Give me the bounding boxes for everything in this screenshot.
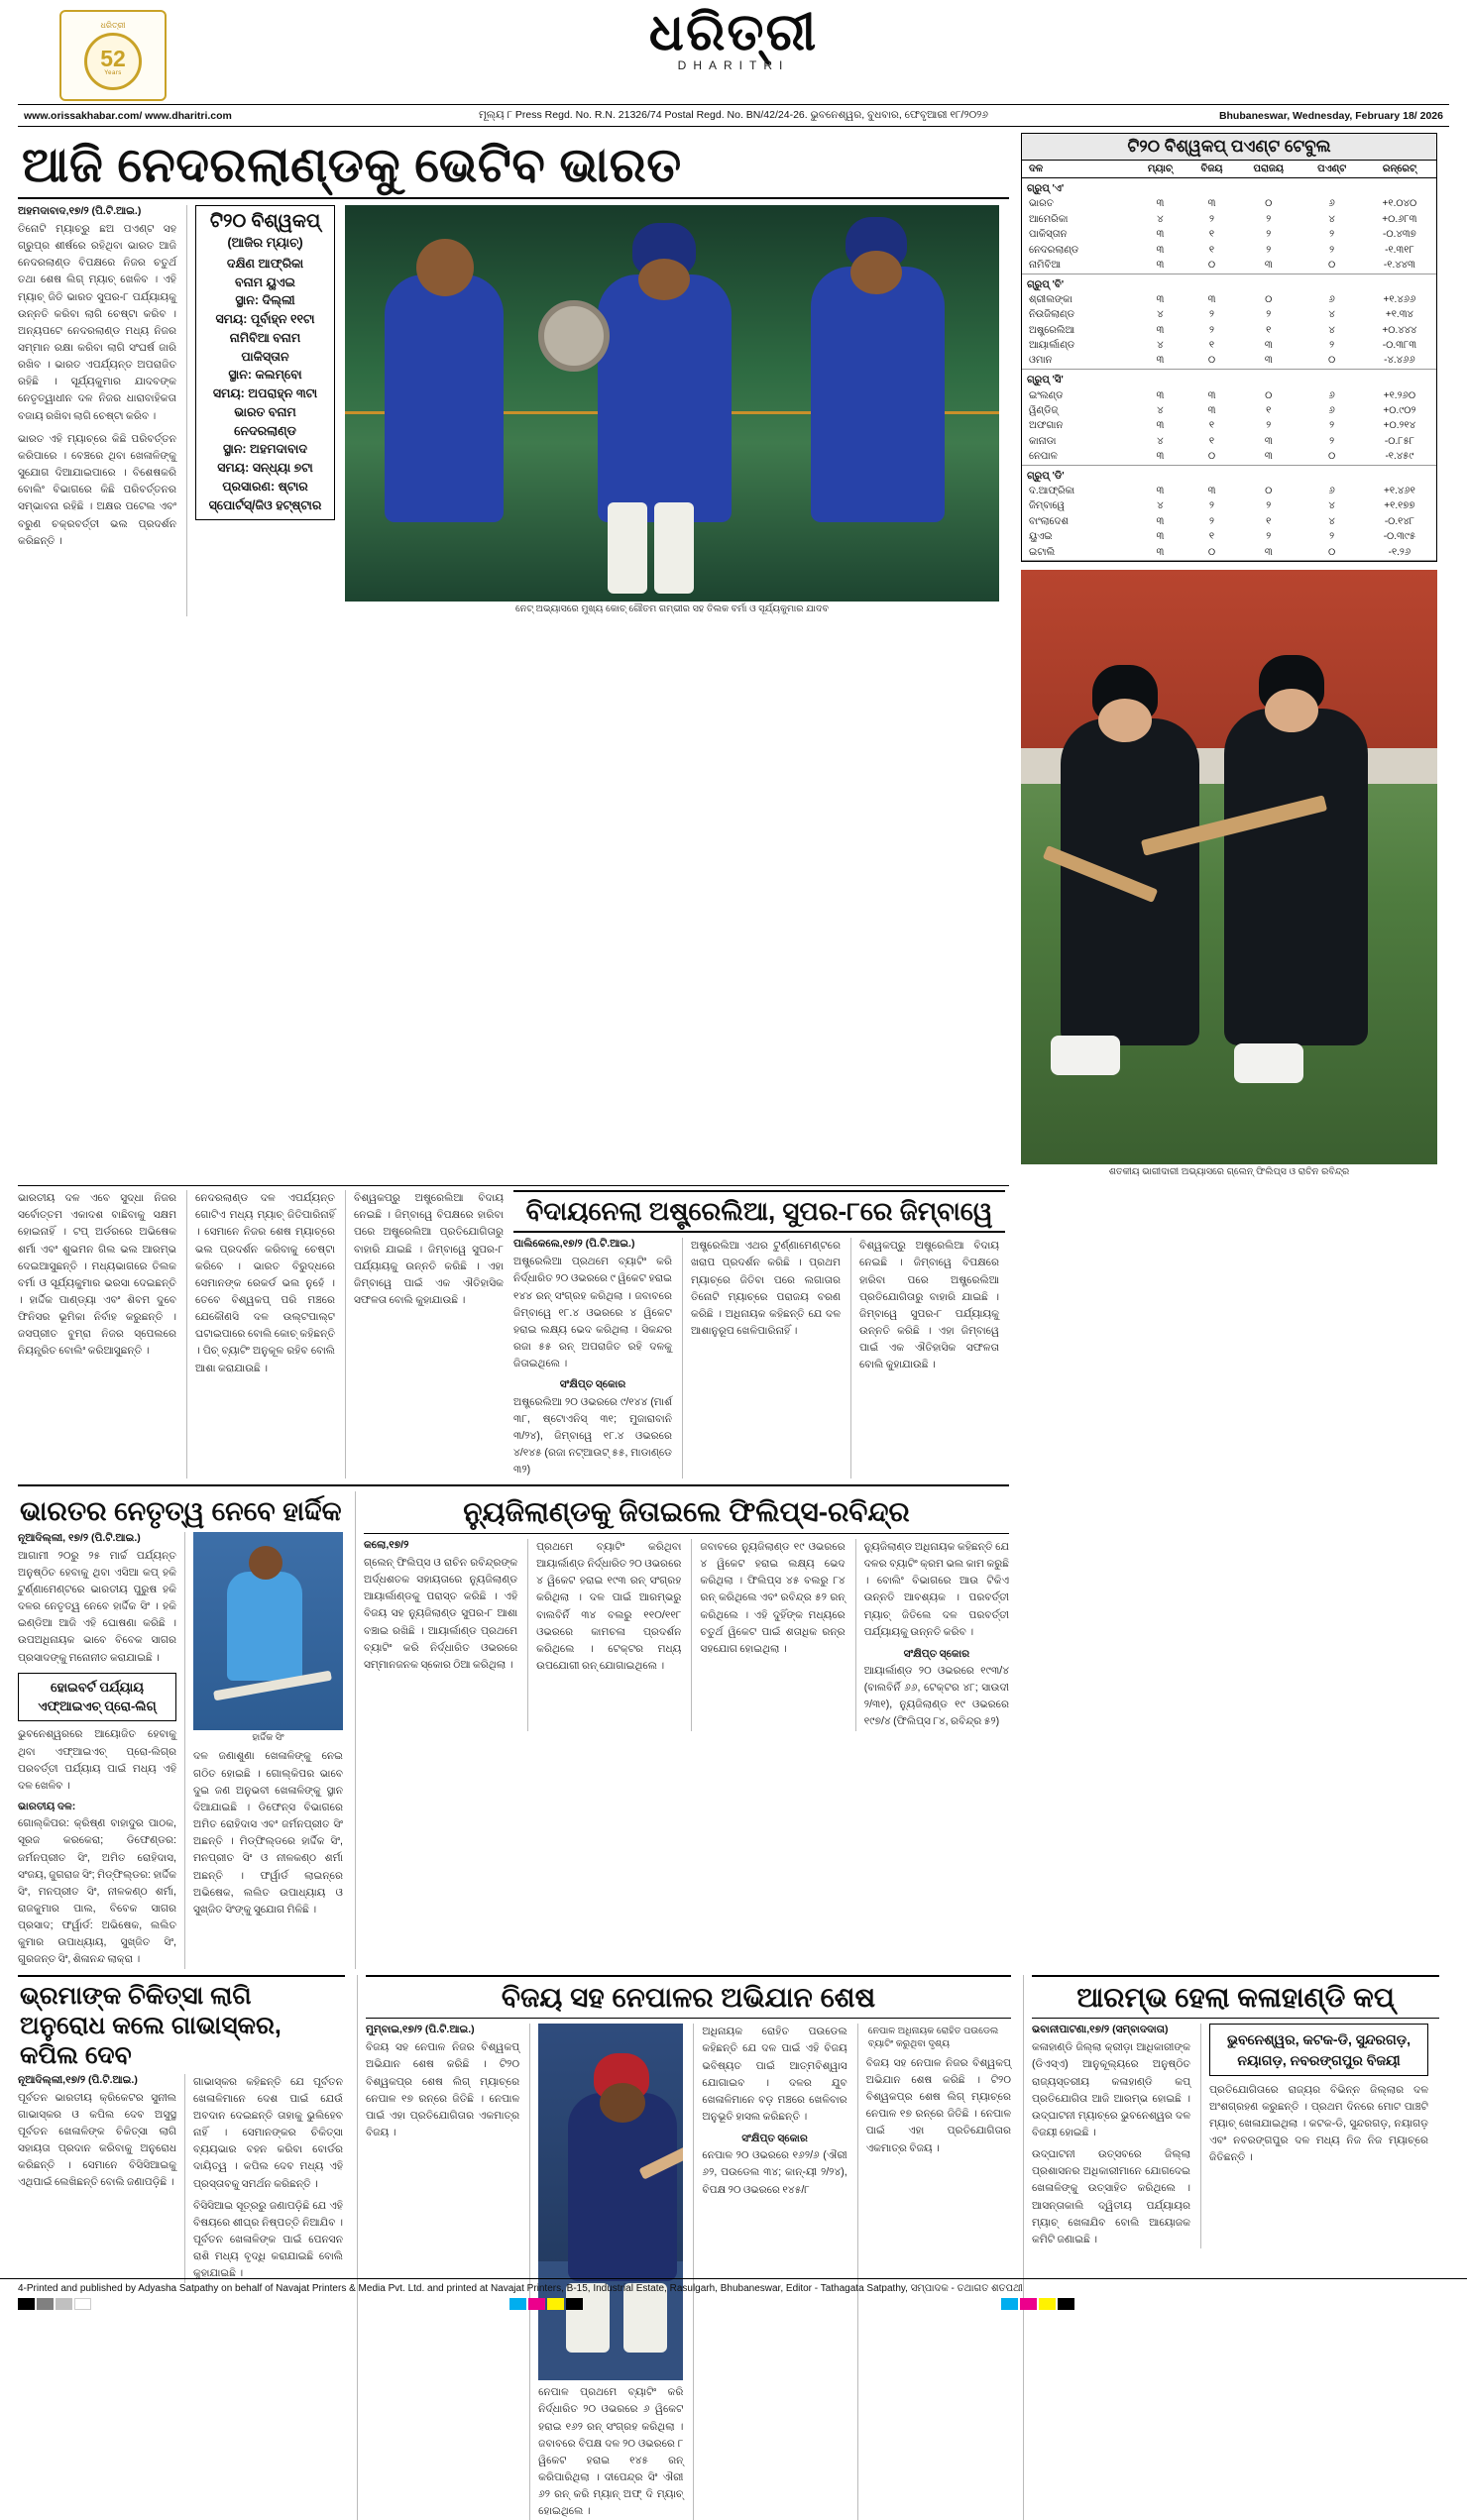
team-stat: ୧ [1266,324,1272,336]
team-stat: ୪ [1328,500,1335,512]
lead-photo [345,205,999,602]
match-line-9: ନେଦରଲାଣ୍ଡ [234,423,296,438]
points-table-row [1022,242,1436,257]
team-stat: ୪ [1157,500,1164,512]
points-table-row [1022,433,1436,448]
team-stat: -୧.୩୧୮ [1385,244,1414,256]
points-table-header-row [1022,161,1436,178]
team-stat: ୨ [1209,213,1215,225]
team-stat: ୩ [1156,451,1165,462]
team-stat: ୪ [1157,435,1164,447]
points-table-row [1022,529,1436,544]
match-box-subtitle: (ଆଜିର ମ୍ୟାଚ୍‌) [227,234,303,250]
team-stat: ୨ [1266,531,1272,543]
aus-score-label: ସଂକ୍ଷିପ୍ତ ସ୍କୋର [559,1378,626,1391]
team-stat: ୨ [1209,309,1215,321]
points-table-row [1022,227,1436,242]
nz-col2: ପ୍ରଥମେ ବ୍ୟାଟିଂ କରିଥିବା ଆୟାର୍ଲାଣ୍ଡ ନିର୍ଦ୍ଧାରିତ ୨୦ ଓଭରରେ ୪ ୱିକେଟ ହରାଇ ୧୯୩ ରନ୍‌ ସଂଗ୍ରହ କରିଥିଲା । ଦଳ ପାଇଁ ଆରମ୍ଭରୁ ବାଲବିର୍ନି ୩୪ ବଲରୁ ୧୧୦/୧୧୮ ଓଭରରେ କାମଚଳା ପ୍ରଦର୍ଶନ କରିଥିଲେ । ଟେକ୍ଟର ମଧ୍ୟ ଉପଯୋଗୀ ରନ୍‌ ଯୋଗାଇଥିଲେ । [536,1540,682,1672]
points-table-row [1022,196,1436,211]
match-line-7: ସମୟ: ଅପରାହ୍ନ ୩ଟା [212,386,318,401]
team-stat: -୧.୨୬ [1388,546,1411,558]
badge-number: 52 [100,45,126,71]
team-name: ଆମେରିକା [1029,213,1069,225]
team-stat: ୩ [1207,198,1216,210]
team-stat: ୩ [1156,324,1165,336]
gavaskar-headline: ଭ୍ରମାଙ୍କ ଚିକିତ୍ସା ଲାଗି ଅନୁରୋଧ କଲେ ଗାଭାସ୍କର, କପିଲ ଦେବ [20,1981,282,2069]
match-line-11: ସମୟ: ସନ୍ଧ୍ୟା ୭ଟା [217,461,313,476]
team-stat: ୨ [1266,229,1272,241]
page-content [18,133,1449,2520]
nepal-photo-caption: ନେପାଳ ଅଧିନାୟକ ରୋହିତ ପଉଡେଲ ବ୍ୟାଟିଂ କରୁଥିବା ଦୃଶ୍ୟ [867,2026,999,2050]
team-stat: -୦.୪୩୭ [1383,229,1416,241]
lead-col3: ନେଦରଲାଣ୍ଡ ଦଳ ଏପର୍ଯ୍ୟନ୍ତ ଗୋଟିଏ ମଧ୍ୟ ମ୍ୟାଚ୍‌ ଜିତିପାରିନାହିଁ । ସେମାନେ ନିଜର ଶେଷ ମ୍ୟାଚ୍‌ରେ ଭଲ ପ୍ରଦର୍ଶନ କରିବାକୁ ଚେଷ୍ଟା କରିବେ । ଭାରତ ବିରୁଦ୍ଧରେ ସେମାନଙ୍କ ରେକର୍ଡ ଭଲ ନୁହେଁ । ତେବେ ବିଶ୍ୱକପ୍‌ ପରି ମଞ୍ଚରେ ଯେକୌଣସି ଦଳ ଉଲ୍‌ଟପାଲ୍‌ଟ ଘଟାଇପାରେ ବୋଲି କୋଚ୍‌ କହିଛନ୍ତି । ପିଚ୍‌ ବ୍ୟାଟିଂ ଅନୁକୂଳ ରହିବ ବୋଲି ଆଶା କରାଯାଉଛି । [195,1192,335,1374]
nepal-col4: ବିଜୟ ସହ ନେପାଳ ନିଜର ବିଶ୍ୱକପ୍‌ ଅଭିଯାନ ଶେଷ କରିଛି । ଟି୨୦ ବିଶ୍ୱକପ୍‌ର ଶେଷ ଲିଗ୍‌ ମ୍ୟାଚ୍‌ରେ ନେପାଳ ୧୭ ରନ୍‌ରେ ଜିତିଛି । ନେପାଳ ପାଇଁ ଏହା ପ୍ରତିଯୋଗିତାର ଏକମାତ୍ର ବିଜୟ । [865,2056,1012,2154]
points-table [1021,133,1437,562]
team-name: କାନାଡା [1029,435,1057,447]
hockey-team-label: ଭାରତୀୟ ଦଳ: [18,1801,76,1813]
team-stat: ୨ [1329,229,1335,241]
nepal-score: ନେପାଳ ୨୦ ଓଭରରେ ୧୬୨/୬ (ଐରୀ ୬୨, ପଉଡେଲ ୩୪; କାନ୍‌-ୟୀ ୨/୨୪), ବିପକ୍ଷ ୨୦ ଓଭରରେ ୧୪୫/୮ [702,2149,847,2196]
nz-dateline: କଲୋ,୧୭/୨ [364,1538,409,1551]
points-table-row [1022,387,1436,402]
badge-years-label: Years [104,70,122,77]
aus-col2: ଅଷ୍ଟ୍ରେଲିଆ ପ୍ରଥମେ ବ୍ୟାଟିଂ କରି ନିର୍ଦ୍ଧାରିତ ୨୦ ଓଭରରେ ୯ ୱିକେଟ ହରାଇ ୧୪୪ ରନ୍‌ ସଂଗ୍ରହ କରିଥିଲା । ଜବାବରେ ଜିମ୍ବାୱେ ୧୮.୪ ଓଭରରେ ୪ ୱିକେଟ ହରାଇ ଲକ୍ଷ୍ୟ ଭେଦ କରିଥିଲା । ସିକନ୍ଦର ରଜା ୫୫ ରନ୍‌ ଅପରାଜିତ ରହି ଦଳକୁ ଜିତାଇଥିଲେ । [513,1256,672,1370]
points-table-row [1022,338,1436,353]
nz-col3: ଜବାବରେ ନ୍ୟୁଜିଲାଣ୍ଡ ୧୯ ଓଭରରେ ୪ ୱିକେଟ ହରାଇ ଲକ୍ଷ୍ୟ ଭେଦ କରିଥିଲା । ଫିଲିପ୍ସ ୪୫ ବଲରୁ ୮୪ ରନ୍‌ କରିଥିଲେ ଏବଂ ରବିନ୍ଦ୍ର ୫୨ ରନ୍‌ କରିଥିଲେ । ଏହି ଦୁହିଁଙ୍କ ମଧ୍ୟରେ ଚତୁର୍ଥ ୱିକେଟ ପାଇଁ ଶତାଧିକ ରନ୍‌ର ସହଯୋଗ ହୋଇଥିଲା । [700,1540,846,1655]
team-stat: ୨ [1329,244,1335,256]
team-stat: ୦ [1265,293,1273,305]
team-stat: ୩ [1264,340,1273,352]
team-name: ଅଫଗାନ [1029,420,1064,432]
team-stat: -୦.୮୫୮ [1384,435,1414,447]
team-stat: ୦ [1328,546,1336,558]
team-stat: ୩ [1264,435,1273,447]
team-name: ଦ.ଆଫ୍ରିକା [1029,486,1075,497]
team-stat: ୪ [1157,213,1164,225]
team-stat: ୪ [1328,213,1335,225]
team-stat: ୩ [1156,293,1165,305]
nz-score-label: ସଂକ୍ଷିପ୍ତ ସ୍କୋର [903,1647,970,1660]
points-table-row [1022,449,1436,464]
print-color-bars [18,2298,1449,2310]
nepal-score-label: ସଂକ୍ଷିପ୍ତ ସ୍କୋର [741,2133,808,2145]
team-stat: ୪ [1328,324,1335,336]
team-stat: ୦ [1265,198,1273,210]
team-name: ଇଂଲଣ୍ଡ [1029,389,1064,401]
team-stat: +୦.୯୦୨ [1383,404,1416,416]
match-line-8: ଭାରତ ବନାମ [234,404,296,419]
nz-score: ଆୟାର୍ଲାଣ୍ଡ ୨୦ ଓଭରରେ ୧୯୩/୪ (ବାଲବିର୍ନି ୬୬, ଟେକ୍ଟର ୪୮; ସାଉଦୀ ୨/୩୧), ନ୍ୟୁଜିଲାଣ୍ଡ ୧୯ ଓଭରରେ ୧୯୭/୪ (ଫିଲିପ୍ସ ୮୪, ରବିନ୍ଦ୍ର ୫୨) [863,1664,1010,1728]
hockey-sidebox-title: ହୋଇବର୍ଟ ପର୍ଯ୍ୟାୟ ଏଫ୍‌ଆଇଏଚ୍‌ ପ୍ରୋ-ଲିଗ୍‌ [18,1673,176,1722]
team-name: ଇଟାଲି [1029,546,1056,558]
team-name: ୱିଣ୍ଡିଜ୍‌ [1029,404,1059,416]
lead-col1b: ଭାରତ ଏହି ମ୍ୟାଚ୍‌ରେ କିଛି ପରିବର୍ତ୍ତନ କରିପାରେ । ବେଞ୍ଚରେ ଥିବା ଖେଳାଳିଙ୍କୁ ସୁଯୋଗ ଦିଆଯାଇପାରେ । ବିଶେଷକରି ବୋଲିଂ ବିଭାଗରେ କିଛି ପରିବର୍ତ୍ତନର ସମ୍ଭାବନା ରହିଛି । ଅକ୍ଷର ପଟେଲ ଏବଂ ବରୁଣ ଚକ୍ରବର୍ତ୍ତୀ ଭଲ ପ୍ରଦର୍ଶନ କରିଛନ୍ତି । [18,432,176,547]
lead-dateline: ଅହମଦାବାଦ,୧୭/୨ (ପି.ଟି.ଆଇ.) [18,204,142,217]
team-stat: -୦.୩୯୫ [1383,531,1416,543]
team-name: ନାମିବିଆ [1029,259,1062,271]
team-stat: +୧.୦୪୦ [1382,198,1417,210]
points-table-row [1022,353,1436,368]
team-stat: ୩ [1156,355,1165,367]
aus-col1: ବିଶ୍ୱକପ୍‌ରୁ ଅଷ୍ଟ୍ରେଲିଆ ବିଦାୟ ନେଇଛି । ଜିମ୍ବାୱେ ବିପକ୍ଷରେ ହାରିବା ପରେ ଅଷ୍ଟ୍ରେଲିଆ ପ୍ରତିଯୋଗିତାରୁ ବାହାରି ଯାଇଛି । ଜିମ୍ବାୱେ ସୁପର-୮ ପର୍ଯ୍ୟାୟକୁ ଉନ୍ନତି କରିଛି । ଏହା ଜିମ୍ବାୱେ ପାଇଁ ଏକ ଐତିହାସିକ ସଫଳତା ବୋଲି କୁହାଯାଉଛି । [354,1192,504,1306]
hockey-sidebox-text: ଭୁବନେଶ୍ୱରରେ ଆୟୋଜିତ ହେବାକୁ ଥିବା ଏଫ୍‌ଆଇଏଚ୍‌ ପ୍ରୋ-ଲିଗ୍‌ର ପରବର୍ତ୍ତୀ ପର୍ଯ୍ୟାୟ ପାଇଁ ମଧ୍ୟ ଏହି ଦଳ ଖେଳିବ । [18,1728,176,1792]
points-group-name: ଗ୍ରୁପ୍‌ 'ବି' [1027,278,1065,290]
team-name: ନେଦରଲାଣ୍ଡ [1029,244,1079,256]
team-stat: ୩ [1156,198,1165,210]
team-stat: ୬ [1328,486,1335,497]
team-stat: ୩ [1156,546,1165,558]
points-table-row [1022,403,1436,418]
badge-odia-label: ଧରିତ୍ରୀ [100,21,126,30]
team-stat: ୩ [1264,355,1273,367]
team-stat: ୪ [1157,404,1164,416]
team-stat: ୩ [1156,229,1165,241]
points-group-header [1022,465,1436,484]
masthead-logo [18,6,1449,72]
nepal-col3: ଅଧିନାୟକ ରୋହିତ ପଉଡେଲ କହିଛନ୍ତି ଯେ ଦଳ ପାଇଁ ଏହି ବିଜୟ ଭବିଷ୍ୟତ ପାଇଁ ଆତ୍ମବିଶ୍ୱାସ ଯୋଗାଇବ । ଦଳର ଯୁବ ଖେଳାଳିମାନେ ବଡ଼ ମଞ୍ଚରେ ଖେଳିବାର ଅନୁଭୂତି ହାସଲ କରିଛନ୍ତି । [702,2026,847,2124]
points-group-name: ଗ୍ରୁପ୍‌ 'ଏ' [1027,183,1065,194]
col-runrate: ରନ୍‌ରେଟ୍‌ [1363,161,1436,178]
team-stat: ୨ [1209,324,1215,336]
team-stat: ୩ [1207,486,1216,497]
col-team: ଦଳ [1022,161,1133,178]
hockey-photo-caption: ହାର୍ଦ୍ଦିକ ସିଂ [252,1731,284,1743]
points-table-grid [1022,161,1436,561]
team-stat: ୪ [1328,309,1335,321]
gavaskar-col3: ବିସିସିଆଇ ସୂତ୍ରରୁ ଜଣାପଡ଼ିଛି ଯେ ଏହି ବିଷୟରେ ଶୀଘ୍ର ନିଷ୍ପତ୍ତି ନିଆଯିବ । ପୂର୍ବତନ ଖେଳାଳିଙ୍କ ପାଇଁ ପେନସନ ରାଶି ମଧ୍ୟ ବୃଦ୍ଧି କରାଯାଇଛି ବୋଲି କୁହାଯାଇଛି । [193,2199,343,2280]
team-stat: +୧.୪୬୬ [1383,293,1416,305]
team-stat: ୩ [1156,531,1165,543]
team-name: ୟୁଏଇ [1029,531,1053,543]
team-stat: ୧ [1208,229,1215,241]
points-table-row [1022,418,1436,433]
kalahandi-sidebox: ଭୁବନେଶ୍ୱର, କଟକ-ଡି, ସୁନ୍ଦରଗଡ଼, ନୟାଗଡ଼, ନବରଙ୍ଗପୁର ବିଜୟୀ [1209,2024,1428,2076]
points-group-header [1022,178,1436,197]
team-name: ଆୟାର୍ଲାଣ୍ଡ [1029,340,1075,352]
points-group-name: ଗ୍ରୁପ୍‌ 'ଡି' [1027,470,1065,482]
gavaskar-dateline: ନୂଆଦିଲ୍ଲୀ,୧୭/୨ (ପି.ଟି.ଆଇ.) [18,2073,138,2086]
team-stat: ୨ [1329,340,1335,352]
team-name: ଭାରତ [1029,198,1054,210]
gavaskar-col2: ଗାଭାସ୍କର କହିଛନ୍ତି ଯେ ପୂର୍ବତନ ଖେଳାଳିମାନେ ଦେଶ ପାଇଁ ଯେଉଁ ଅବଦାନ ଦେଇଛନ୍ତି ତାହାକୁ ଭୁଲିହେବ ନାହିଁ । ସେମାନଙ୍କର ଚିକିତ୍ସା ବ୍ୟୟଭାର ବହନ କରିବା ବୋର୍ଡର ଦାୟିତ୍ୱ । କପିଲ ଦେବ ମଧ୍ୟ ଏହି ପ୍ରସ୍ତାବକୁ ସମର୍ଥନ କରିଛନ୍ତି । [193,2075,343,2190]
team-stat: +୦.୬୮୩ [1382,213,1417,225]
nz-headline: ନ୍ୟୁଜିଲାଣ୍ଡକୁ ଜିତାଇଲେ ଫିଲିପ୍ସ-ରବିନ୍ଦ୍ର [463,1496,910,1528]
lead-photo-caption: ନେଟ୍‌ ଅଭ୍ୟାସରେ ମୁଖ୍ୟ କୋଚ୍‌ ଗୌତମ ଗମ୍ଭୀର ସହ ତିଲକ ବର୍ମା ଓ ସୂର୍ଯ୍ୟକୁମାର ଯାଦବ [515,603,829,614]
team-stat: ୧ [1208,531,1215,543]
team-stat: ୨ [1266,244,1272,256]
aus-headline: ବିଦାୟନେଲା ଅଷ୍ଟ୍ରେଲିଆ, ସୁପର-୮ରେ ଜିମ୍ବାୱେ [513,1190,1005,1233]
nepal-col1: ବିଜୟ ସହ ନେପାଳ ନିଜର ବିଶ୍ୱକପ୍‌ ଅଭିଯାନ ଶେଷ କରିଛି । ଟି୨୦ ବିଶ୍ୱକପ୍‌ର ଶେଷ ଲିଗ୍‌ ମ୍ୟାଚ୍‌ରେ ନେପାଳ ୧୭ ରନ୍‌ରେ ଜିତିଛି । ନେପାଳ ପାଇଁ ଏହା ପ୍ରତିଯୋଗିତାର ଏକମାତ୍ର ବିଜୟ । [366,2041,520,2139]
team-stat: ୩ [1156,486,1165,497]
team-name: ନିଉଜିଲାଣ୍ଡ [1029,309,1074,321]
team-stat: -୦.୧୪୮ [1384,515,1415,527]
kalahandi-headline: ଆରମ୍ଭ ହେଲା କଳାହାଣ୍ଡି କପ୍‌ [1076,1981,1395,2013]
hockey-dateline: ନୂଆଦିଲ୍ଲୀ, ୧୭/୨ (ପି.ଟି.ଆଇ.) [18,1531,141,1544]
team-stat: +୧.୧୭୭ [1384,500,1415,512]
team-stat: ୩ [1264,546,1273,558]
team-stat: ୬ [1328,198,1335,210]
team-stat: ୦ [1207,259,1216,271]
website-url[interactable]: www.orissakhabar.com/ www.dharitri.com [24,109,232,122]
footer-imprint: 4-Printed and published by Adyasha Satpathy on behalf of Navajat Printers & Media Pvt. Ltd. and printed at Navajat Printers, B-15, Industrial Estate, Rasulgarh, Bhubaneswar, Editor - Tathagata Satpathy, ସମ୍ପାଦକ - ତଥାଗତ ଶତପଥୀ [18,2283,1023,2294]
team-stat: ୨ [1266,309,1272,321]
team-name: ବାଂଲାଦେଶ [1029,515,1069,527]
match-line-2: ସ୍ଥାନ: ଦିଲ୍ଲୀ [235,293,295,308]
edition-date: Bhubaneswar, Wednesday, February 18/ 2026 [1218,109,1443,122]
masthead-title-latin: DHARITRI [677,57,790,72]
team-stat: ୧ [1208,420,1215,432]
match-box-title: ଟି୨୦ ବିଶ୍ୱକପ୍‌ [209,210,321,232]
team-stat: -୦.୩୮୩ [1382,340,1417,352]
nepal-dateline: ମୁମ୍ବାଇ,୧୭/୨ (ପି.ଟି.ଆଇ.) [366,2024,475,2036]
team-name: ଶ୍ରୀଲଙ୍କା [1029,293,1072,305]
todays-match-box [195,205,335,521]
team-stat: ୦ [1207,451,1216,462]
lead-col2: ଭାରତୀୟ ଦଳ ଏବେ ସୁଦ୍ଧା ନିଜର ସର୍ବୋତ୍ତମ ଏକାଦଶ ବାଛିବାକୁ ସକ୍ଷମ ହୋଇନାହିଁ । ଟପ୍‌ ଅର୍ଡରରେ ଅଭିଷେକ ଶର୍ମା ଏବଂ ଶୁଭମନ ଗିଲ ଭଲ ଆରମ୍ଭ ଦେଇଆସୁଛନ୍ତି । ମଧ୍ୟଭାଗରେ ତିଲକ ବର୍ମା ଓ ସୂର୍ଯ୍ୟକୁମାର ଭରସା ଦେଇଛନ୍ତି । ହାର୍ଦ୍ଦିକ ପାଣ୍ଡ୍ୟା ଏବଂ ଶିବମ ଦୁବେ ଫିନିସର ଭୂମିକା ନିର୍ବାହ କରୁଛନ୍ତି । ଜସପ୍ରୀତ ବୁମ୍ରା ନିଜର ସ୍ପେଲରେ ନିୟନ୍ତ୍ରିତ ବୋଲିଂ କରିଆସୁଛନ୍ତି । [18,1192,176,1358]
team-name: ପାକିସ୍ତାନ [1029,229,1068,241]
team-stat: -୧.୪୪୩ [1383,259,1415,271]
team-stat: ୨ [1209,515,1215,527]
team-stat: ୨ [1266,213,1272,225]
team-name: ଅଷ୍ଟ୍ରେଲିଆ [1029,324,1075,336]
nepal-col2: ନେପାଳ ପ୍ରଥମେ ବ୍ୟାଟିଂ କରି ନିର୍ଦ୍ଧାରିତ ୨୦ ଓଭରରେ ୬ ୱିକେଟ ହରାଇ ୧୬୨ ରନ୍‌ ସଂଗ୍ରହ କରିଥିଲା । ଜବାବରେ ବିପକ୍ଷ ଦଳ ୨୦ ଓଭରରେ ୮ ୱିକେଟ ହରାଇ ୧୪୫ ରନ୍‌ କରିପାରିଥିଲା । ଦୀପେନ୍ଦ୍ର ସିଂ ଐରୀ ୬୨ ରନ୍‌ କରି ମ୍ୟାନ୍‌ ଅଫ୍‌ ଦି ମ୍ୟାଚ୍‌ ହୋଇଥିଲେ । [538,2386,684,2518]
team-stat: +୦.୨୧୪ [1383,420,1416,432]
points-table-row [1022,514,1436,529]
team-stat: +୧.୪୬୧ [1384,486,1415,497]
team-stat: ୦ [1328,259,1336,271]
points-table-row [1022,258,1436,273]
match-line-4: ନାମିବିଆ ବନାମ [229,330,301,345]
nepal-photo [538,2024,683,2380]
aus-score: ଅଷ୍ଟ୍ରେଲିଆ ୨୦ ଓଭରରେ ୯/୧୪୪ (ମାର୍ଶ ୩୮, ଷ୍ଟୋଏନିସ୍‌ ୩୧; ମୁଜାରାବାନି ୩/୨୪), ଜିମ୍ବାୱେ ୧୮.୪ ଓଭରରେ ୪/୧୪୫ (ରଜା ନଟ୍‌ଆଉଟ୍‌ ୫୫, ମାଡାଣ୍ଡେ ୩୨) [513,1395,672,1477]
match-line-5: ପାକିସ୍ତାନ [241,349,289,364]
team-stat: ୧ [1208,340,1215,352]
hockey-photo [193,1532,343,1730]
team-stat: ୬ [1328,404,1335,416]
col-losses: ପରାଜୟ [1236,161,1300,178]
lead-headline: ଆଜି ନେଦରଲାଣ୍ଡକୁ ଭେଟିବ ଭାରତ [22,139,682,192]
aus-col3: ଅଷ୍ଟ୍ରେଲିଆ ଏଥର ଟୁର୍ଣ୍ଣାମେଣ୍ଟରେ ଖରାପ ପ୍ରଦର୍ଶନ କରିଛି । ପ୍ରଥମ ମ୍ୟାଚ୍‌ରେ ଜିତିବା ପରେ ଲଗାତାର ତିନୋଟି ମ୍ୟାଚ୍‌ରେ ପରାଜୟ ବରଣ କରିଛି । ଅଧିନାୟକ କହିଛନ୍ତି ଯେ ଦଳ ଆଶାନୁରୂପ ଖେଳିପାରିନାହିଁ । [691,1240,841,1338]
team-stat: ୧ [1266,515,1272,527]
team-stat: ୧ [1208,244,1215,256]
kalahandi-col1: କଳାହାଣ୍ଡି ଜିଲ୍ଲା କ୍ରୀଡ଼ା ଆଧିକାରୀଙ୍କ (ଡିଏସ୍‌ଏ) ଆନୁକୂଲ୍ୟରେ ଅନୁଷ୍ଠିତ ରାଜ୍ୟସ୍ତରୀୟ କଳାହାଣ୍ଡି କପ୍‌ ପ୍ରତିଯୋଗିତା ଆଜି ଆରମ୍ଭ ହୋଇଛି । ଉଦ୍‌ଘାଟନୀ ମ୍ୟାଚ୍‌ରେ ଭୁବନେଶ୍ୱର ଦଳ ବିଜୟୀ ହୋଇଛି । [1032,2041,1190,2139]
team-name: ଜିମ୍ବାୱେ [1029,500,1066,512]
team-stat: ୩ [1156,420,1165,432]
points-table-row [1022,484,1436,498]
points-group-separator [1022,560,1436,561]
masthead-title-odia: ଧରିତ୍ରୀ [648,4,819,61]
kalahandi-col3: ଉଦ୍‌ଘାଟନୀ ଉତ୍ସବରେ ଜିଲ୍ଲା ପ୍ରଶାସନର ଅଧିକାରୀମାନେ ଯୋଗଦେଇ ଖେଳାଳିଙ୍କୁ ଉତ୍ସାହିତ କରିଥିଲେ । ଆସନ୍ତାକାଲି ଦ୍ୱିତୀୟ ପର୍ଯ୍ୟାୟର ମ୍ୟାଚ୍‌ ଖେଳାଯିବ ବୋଲି ଆୟୋଜକ କମିଟି ଜଣାଇଛି । [1032,2148,1190,2246]
team-stat: ୦ [1328,355,1336,367]
points-table-row [1022,212,1436,227]
points-table-row [1022,292,1436,307]
team-stat: ୩ [1207,389,1216,401]
team-stat: ୩ [1156,244,1165,256]
team-stat: -୪.୪୬୬ [1384,355,1415,367]
team-stat: ୩ [1156,389,1165,401]
match-line-1: ବନାମ ୟୁଏଇ [235,274,295,289]
team-stat: ୦ [1265,389,1273,401]
team-stat: ୦ [1328,451,1336,462]
team-stat: ୨ [1209,500,1215,512]
team-stat: ୬ [1328,293,1335,305]
team-name: ନେପାଳ [1029,451,1058,462]
team-stat: ୪ [1157,309,1164,321]
gavaskar-col1: ପୂର୍ବତନ ଭାରତୀୟ କ୍ରିକେଟର ସୁନୀଲ ଗାଭାସ୍କର ଓ କପିଲ ଦେବ ଅସୁସ୍ଥ ପୂର୍ବତନ ଖେଳାଳିଙ୍କ ଚିକିତ୍ସା ଲାଗି ସହାୟତା ପ୍ରଦାନ କରିବାକୁ ଅନୁରୋଧ କରିଛନ୍ତି । ସେମାନେ ବିସିସିଆଇକୁ ଏଥିପାଇଁ ଲେଖିଛନ୍ତି ବୋଲି ଜଣାପଡ଼ିଛି । [18,2091,176,2189]
team-stat: ୦ [1207,355,1216,367]
team-stat: ୨ [1329,531,1335,543]
match-line-3: ସମୟ: ପୂର୍ବାହ୍ନ ୧୧ଟା [215,312,315,327]
points-group-header [1022,274,1436,292]
team-stat: ୩ [1207,293,1216,305]
team-stat: +୦.୪୪୪ [1382,324,1417,336]
team-stat: -୧.୪୫୯ [1385,451,1414,462]
aus-col4: ବିଶ୍ୱକପ୍‌ରୁ ଅଷ୍ଟ୍ରେଲିଆ ବିଦାୟ ନେଇଛି । ଜିମ୍ବାୱେ ବିପକ୍ଷରେ ହାରିବା ପରେ ଅଷ୍ଟ୍ରେଲିଆ ପ୍ରତିଯୋଗିତାରୁ ବାହାରି ଯାଇଛି । ଜିମ୍ବାୱେ ସୁପର-୮ ପର୍ଯ୍ୟାୟକୁ ଉନ୍ନତି କରିଛି । ଏହା ଜିମ୍ବାୱେ ପାଇଁ ଏକ ଐତିହାସିକ ସଫଳତା ବୋଲି କୁହାଯାଉଛି । [859,1240,999,1371]
points-table-row [1022,544,1436,559]
points-table-row [1022,323,1436,338]
points-group-name: ଗ୍ରୁପ୍‌ 'ସି' [1027,375,1064,386]
team-stat: ୨ [1329,420,1335,432]
team-stat: ୩ [1207,404,1216,416]
points-table-title: ଟି୨୦ ବିଶ୍ୱକପ୍‌ ପଏଣ୍ଟ ଟେବୁଲ [1022,134,1436,161]
team-stat: ୩ [1264,259,1273,271]
match-line-13: ସ୍ପୋର୍ଟସ୍‌/ଜିଓ ହଟ୍‌ଷ୍ଟାର [208,497,322,512]
newzealand-photo [1021,570,1437,1164]
hockey-col2: ଦଳ ଜଣାଶୁଣା ଖେଳାଳିଙ୍କୁ ନେଇ ଗଠିତ ହୋଇଛି । ଗୋଲ୍‌କିପର ଭାବେ ଦୁଇ ଜଣ ଅନୁଭବୀ ଖେଳାଳିଙ୍କୁ ସ୍ଥାନ ଦିଆଯାଇଛି । ଡିଫେନ୍ସ ବିଭାଗରେ ଅମିତ ରୋହିଦାସ ଏବଂ ଜର୍ମନପ୍ରୀତ ସିଂ ଅଛନ୍ତି । ମିଡ୍‌ଫିଲ୍ଡରେ ହାର୍ଦ୍ଦିକ ସିଂ, ମନପ୍ରୀତ ସିଂ ଓ ନୀଳକଣ୍ଠ ଶର୍ମା ଅଛନ୍ତି । ଫର୍ୱାର୍ଡ ଲାଇନ୍‌ରେ ଅଭିଷେକ, ଲଲିତ ଉପାଧ୍ୟାୟ ଓ ସୁଖ୍‌ଜିତ ସିଂଙ୍କୁ ସୁଯୋଗ ମିଳିଛି । [193,1750,343,1916]
masthead-info-strip [18,104,1449,126]
nz-col1: ଗ୍ଲେନ୍‌ ଫିଲିପ୍ସ ଓ ରାଚିନ ରବିନ୍ଦ୍ରଙ୍କ ଅର୍ଦ୍ଧଶତକ ସହାୟତାରେ ନ୍ୟୁଜିଲାଣ୍ଡ ଆୟାର୍ଲାଣ୍ଡକୁ ପରାସ୍ତ କରିଛି । ଏହି ବିଜୟ ସହ ନ୍ୟୁଜିଲାଣ୍ଡ ସୁପର-୮ ଆଶା ବଞ୍ଚାଇ ରଖିଛି । ଆୟାର୍ଲାଣ୍ଡ ପ୍ରଥମେ ବ୍ୟାଟିଂ କରି ନିର୍ଦ୍ଧାରିତ ଓଭରରେ ସମ୍ମାନଜନକ ସ୍କୋର ଠିଆ କରିଥିଲା । [364,1556,518,1671]
points-table-row [1022,498,1436,513]
match-line-0: ଦକ୍ଷିଣ ଆଫ୍ରିକା [226,256,304,271]
team-stat: ୨ [1266,420,1272,432]
team-stat: ୪ [1328,515,1335,527]
hockey-col1: ଆଗାମୀ ୨୦ରୁ ୨୫ ମାର୍ଚ୍ଚ ପର୍ଯ୍ୟନ୍ତ ଅନୁଷ୍ଠିତ ହେବାକୁ ଥିବା ଏସିଆ କପ୍‌ ହକି ଟୁର୍ଣ୍ଣାମେଣ୍ଟରେ ଭାରତୀୟ ପୁରୁଷ ହକି ଦଳର ନେତୃତ୍ୱ ନେବେ ହାର୍ଦ୍ଦିକ ସିଂ । ହକି ଇଣ୍ଡିଆ ଆଜି ଏହି ଘୋଷଣା କରିଛି । ଉପଅଧିନାୟକ ଭାବେ ବିବେକ ସାଗର ପ୍ରସାଦଙ୍କୁ ମନୋନୀତ କରାଯାଇଛି । [18,1549,176,1664]
registration-info: ମୂଲ୍ୟ ୮ Press Regd. No. R.N. 21326/74 Postal Regd. No. BN/42/24-26. ଭୁବନେଶ୍ୱର, ବୁଧବାର, ଫେବୃଆରୀ ୧୮/୨୦୨୬ [478,109,989,121]
team-stat: ୦ [1265,486,1273,497]
team-stat: ୩ [1156,515,1165,527]
team-stat: ୨ [1329,435,1335,447]
team-stat: ୩ [1156,259,1165,271]
match-line-10: ସ୍ଥାନ: ଅହମଦାବାଦ [223,442,307,457]
team-name: ଓମାନ [1029,355,1053,367]
team-stat: +୧.୩୪ [1385,309,1413,321]
points-group-header [1022,370,1436,388]
team-stat: ୩ [1264,451,1273,462]
team-stat: ୧ [1208,435,1215,447]
hockey-team-list: ଗୋଲ୍‌କିପର: କ୍ରିଷ୍ଣ ବାହାଦୁର ପାଠକ, ସୂରଜ କରକେରା; ଡିଫେଣ୍ଡର: ଜର୍ମନପ୍ରୀତ ସିଂ, ଅମିତ ରୋହିଦାସ, ସଂଜୟ, ଜୁଗରାଜ ସିଂ; ମିଡ୍‌ଫିଲ୍ଡର: ହାର୍ଦ୍ଦିକ ସିଂ, ମନପ୍ରୀତ ସିଂ, ନୀଳକଣ୍ଠ ଶର୍ମା, ରାଜକୁମାର ପାଲ, ବିବେକ ସାଗର ପ୍ରସାଦ; ଫର୍ୱାର୍ଡ: ଅଭିଷେକ, ଲଲିତ କୁମାର ଉପାଧ୍ୟାୟ, ସୁଖ୍‌ଜିତ ସିଂ, ଗୁରଜନ୍ତ ସିଂ, ଶିଳାନନ୍ଦ ଲାକ୍ରା । [18,1817,176,1966]
team-stat: ୪ [1157,340,1164,352]
nz-col4: ନ୍ୟୁଜିଲାଣ୍ଡ ଅଧିନାୟକ କହିଛନ୍ତି ଯେ ଦଳର ବ୍ୟାଟିଂ କ୍ରମ ଭଲ କାମ କରୁଛି । ବୋଲିଂ ବିଭାଗରେ ଆଉ ଟିକିଏ ଉନ୍ନତି ଆବଶ୍ୟକ । ପରବର୍ତ୍ତୀ ମ୍ୟାଚ୍‌ ଜିତିଲେ ଦଳ ପରବର୍ତ୍ତୀ ପର୍ଯ୍ୟାୟକୁ ଉନ୍ନତି କରିବ । [863,1540,1010,1638]
match-line-12: ପ୍ରସାରଣ: ଷ୍ଟାର [222,479,308,493]
lead-col1: ତିନୋଟି ମ୍ୟାଚ୍‌ରୁ ଛଅ ପଏଣ୍ଟ ସହ ଗ୍ରୁପ୍‌ର ଶୀର୍ଷରେ ରହିଥିବା ଭାରତ ଆଜି ନେଦରଲାଣ୍ଡ ବିପକ୍ଷରେ ନିଜର ଚତୁର୍ଥ ତଥା ଶେଷ ଲିଗ୍‌ ମ୍ୟାଚ୍‌ ଖେଳିବ । ଏହି ମ୍ୟାଚ୍‌ ଜିତି ଭାରତ ସୁପର-୮ ପର୍ଯ୍ୟାୟକୁ ଉନ୍ନତି କରିବା ଲାଗି ଚେଷ୍ଟା କରିବ । ଅନ୍ୟପଟେ ନେଦରଲାଣ୍ଡ ମଧ୍ୟ ନିଜର ସମ୍ମାନ ରକ୍ଷା କରିବା ଲାଗି ସଂଘର୍ଷ ଜାରି ରଖିବ । ଭାରତ ଏପର୍ଯ୍ୟନ୍ତ ଅପରାଜିତ ରହିଛି । ସୂର୍ଯ୍ୟକୁମାର ଯାଦବଙ୍କ ନେତୃତ୍ୱାଧୀନ ଦଳ ନିଜର ଧାରାବାହିକତା ବଜାୟ ରଖିବା ଲାଗି ଚେଷ୍ଟା କରିବ । [18,222,176,422]
points-table-row [1022,307,1436,322]
page-footer [0,2278,1467,2318]
kalahandi-dateline: ଭବାନୀପାଟଣା,୧୭/୨ (ସମ୍ବାଦଦାତା) [1032,2024,1169,2036]
col-wins: ବିଜୟ [1187,161,1236,178]
masthead [18,0,1449,127]
team-stat: ୦ [1207,546,1216,558]
kalahandi-col2: ପ୍ରତିଯୋଗିତାରେ ରାଜ୍ୟର ବିଭିନ୍ନ ଜିଲ୍ଲାର ଦଳ ଅଂଶଗ୍ରହଣ କରୁଛନ୍ତି । ପ୍ରଥମ ଦିନରେ ମୋଟ ପାଞ୍ଚଟି ମ୍ୟାଚ୍‌ ଖେଳାଯାଇଥିଲା । କଟକ-ଡି, ସୁନ୍ଦରଗଡ଼, ନୟାଗଡ଼ ଏବଂ ନବରଙ୍ଗପୁର ଦଳ ମଧ୍ୟ ନିଜ ନିଜ ମ୍ୟାଚ୍‌ରେ ଜିତିଛନ୍ତି । [1209,2083,1428,2164]
nepal-headline: ବିଜୟ ସହ ନେପାଳର ଅଭିଯାନ ଶେଷ [501,1981,876,2013]
team-stat: ୨ [1266,500,1272,512]
team-stat: ୬ [1328,389,1335,401]
newzealand-photo-caption: ଶତକୀୟ ଭାଗୀଦାରୀ ଅଭ୍ୟାସରେ ଗ୍ଲେନ୍‌ ଫିଲିପ୍ସ ଓ ରାଚିନ ରବିନ୍ଦ୍ର [1108,1166,1350,1178]
team-stat: +୧.୨୬୦ [1383,389,1416,401]
aus-dateline: ପାଲିକେଲେ,୧୭/୨ (ପି.ଟି.ଆଇ.) [513,1238,635,1251]
hockey-headline: ଭାରତର ନେତୃତ୍ୱ ନେବେ ହାର୍ଦ୍ଦିକ [20,1496,342,1527]
team-stat: ୧ [1266,404,1272,416]
col-points: ପଏଣ୍ଟ [1300,161,1362,178]
col-matches: ମ୍ୟାଚ୍‌ [1133,161,1187,178]
match-line-6: ସ୍ଥାନ: କଲମ୍ବୋ [228,368,302,383]
